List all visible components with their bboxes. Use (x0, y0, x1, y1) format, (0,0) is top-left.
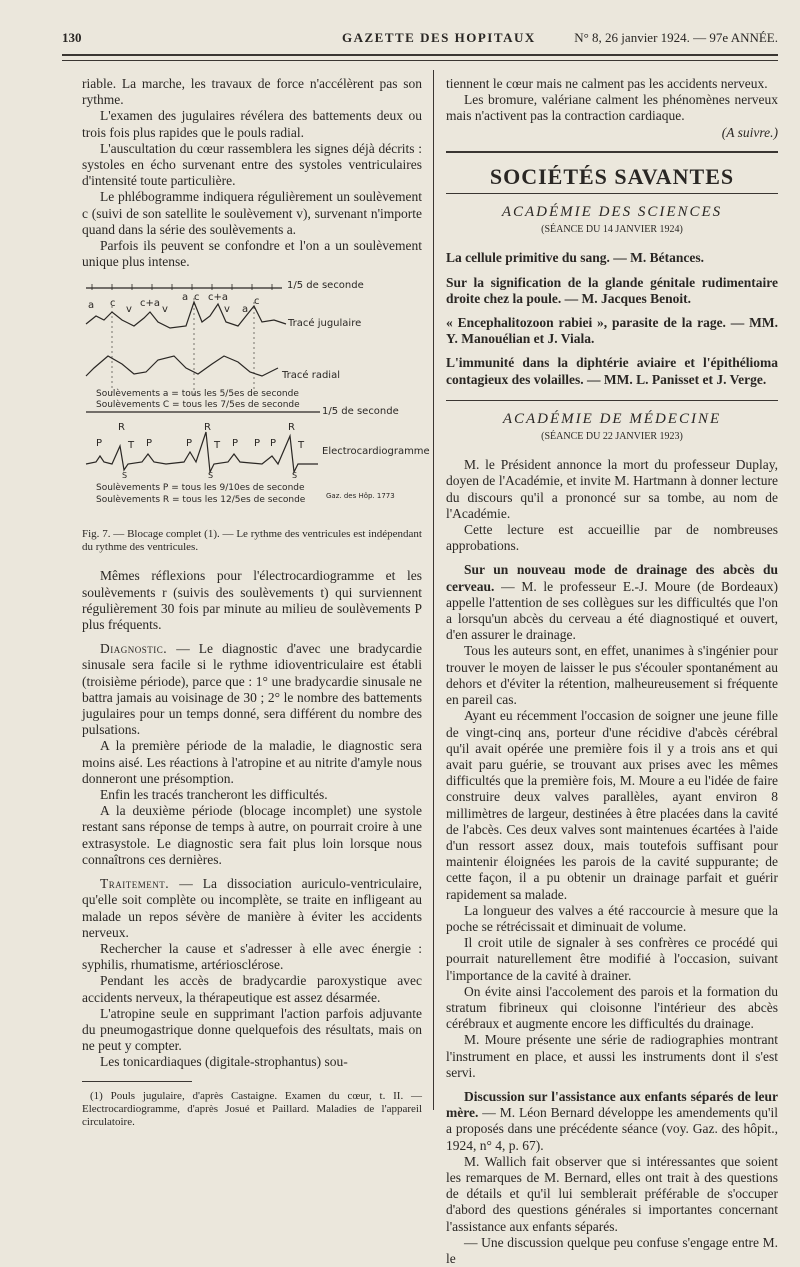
session-date: (SÉANCE DU 14 JANVIER 1924) (541, 224, 683, 236)
paragraph: M. Wallich fait observer que si intéressantes que soient les remarques de M. Bernard, elles ont trait à des questions de détails et qu'il lui semblerait préférable de s'occuper d'abord des questions générales si importantes concernant l'assistance aux enfants séparés. (446, 1153, 778, 1234)
paragraph: L'auscultation du cœur rassemblera les signes déjà décrits : systoles en écho survenant entre des systoles ventriculaires d'intensité toute particulière. (82, 140, 422, 189)
communication: La cellule primitive du sang. — M. Bétances. (446, 250, 704, 266)
paragraph: Enfin les tracés trancheront les difficultés. (100, 787, 328, 803)
ecg-letter: R (288, 422, 295, 434)
footnote-rule (82, 1081, 192, 1082)
scale-label-mid: 1/5 de seconde (322, 406, 399, 418)
paragraph: riable. La marche, les travaux de force n'accélèrent pas son rythme. (82, 76, 422, 108)
header-rule (62, 54, 778, 56)
paragraph: M. le Président annonce la mort du professeur Duplay, doyen de l'Académie, et invite M. Hartmann à donner lecture du discours qu'il a prononcé sur sa tombe, au nom de l'Académie. (446, 457, 778, 521)
paragraph: Discussion sur l'assistance aux enfants séparés de leur mère. — M. Léon Bernard développe les amendements qu'il a proposés dans une précédente séance (voy. Gaz. des hôpit., 1924, n° 4, p. 67). (446, 1088, 778, 1153)
paragraph: Traitement. — La dissociation auriculo-ventriculaire, qu'elle soit complète ou incomplète, se traite en infligeant au malade un repos sévère de manière à éviter les accidents nerveux. (82, 876, 422, 940)
wave-letter: v (224, 304, 230, 316)
ecg-s-letter: S (292, 471, 298, 481)
wave-letter: c+a (140, 298, 161, 310)
ecg-letter: P (146, 438, 153, 450)
ecg-letter: P (96, 438, 103, 450)
academy-title: ACADÉMIE DE MÉDECINE (502, 410, 722, 427)
paragraph: Ayant eu récemment l'occasion de soigner une jeune fille de vingt-cinq ans, porteur d'une récidive d'abcès cérébral qu'il avait opérée une première fois il y a trois ans et qui avait paru guérie, se trouvant aux prises avec les mêmes difficultés que la première fois, M. Moure a eu l'idée de faire construire deux valves parallèles, ayant environ 8 millimètres de largeur, destinées à être placées dans la cavité de l'abcès. Ces deux valves sont maintenues écartées à l'aide d'un ressort assez doux, mais toutefois suffisant pour maintenir éloignées les parois de la cavité suppurante; de cette façon, il a pu obtenir un drainage parfait et guérir rapidement sa malade. (446, 708, 778, 902)
wave-letter: v (162, 304, 168, 316)
ecg-letter: T (298, 440, 305, 452)
page-number: 130 (62, 30, 82, 45)
ecg-letter: T (214, 440, 221, 452)
wave-letter: a (88, 300, 95, 312)
ecg-letter: P (270, 438, 277, 450)
wave-letter: c+a (208, 292, 229, 304)
journal-title: GAZETTE DES HOPITAUX (342, 30, 536, 45)
trace-radial-label: Tracé radial (282, 370, 340, 382)
paragraph: Les tonicardiaques (digitale-strophantus) sou- (100, 1054, 348, 1070)
paragraph: L'examen des jugulaires révélera des battements deux ou trois fois plus rapides que le pouls radial. (82, 108, 422, 140)
paragraph: Les bromure, valériane calment les phénomènes nerveux mais n'activent pas la contraction cardiaque. (446, 92, 778, 124)
figure-credit: Gaz. des Hôp. 1773 (326, 492, 395, 501)
paragraph: Rechercher la cause et s'adresser à elle avec énergie : syphilis, rhumatisme, artériosclérose. (82, 940, 422, 973)
left-column (82, 76, 430, 1129)
ecg-s-letter: S (122, 471, 128, 481)
section-title: SOCIÉTÉS SAVANTES (489, 163, 735, 189)
subject-heading: Discussion sur l'assistance aux enfants séparés de leur mère. (446, 1088, 778, 1121)
ecg-letter: R (118, 422, 125, 434)
paragraph: A la deuxième période (blocage incomplet) une systole restant sans réponse de temps à autre, on pourrait croire à une extrasystole. Le diagnostic sera fait plus loin lorsque nous connaîtrons ces dernières. (82, 803, 422, 867)
session-date: (SÉANCE DU 22 JANVIER 1923) (541, 431, 683, 443)
paragraph: Parfois ils peuvent se confondre et l'on a un soulèvement unique plus intense. (82, 238, 422, 270)
trace-jugulaire-label: Tracé jugulaire (288, 318, 362, 330)
footnote: (1) Pouls jugulaire, d'après Castaigne. Examen du cœur, t. II. — Electrocardiogramme, d'après Josué et Paillard. Maladies de l'appareil circulatoire. (82, 1089, 422, 1128)
wave-letter: a (242, 304, 249, 316)
page-header (62, 30, 778, 52)
figure-7 (82, 276, 430, 524)
ecg-label: Electrocardiogramme (322, 446, 430, 458)
communication: Sur la signification de la glande génitale rudimentaire droite chez la poule. — M. Jacques Benoit. (446, 274, 778, 306)
section-rule (446, 193, 778, 194)
section-heading-traitement: Traitement. (100, 876, 170, 892)
paragraph: Le phlébogramme indiquera régulièrement un soulèvement c (suivi de son satellite le soulèvement v), survenant n'importe quand dans la série des soulèvements a. (82, 189, 422, 237)
to-be-continued: (A suivre.) (721, 124, 778, 140)
paragraph: La longueur des valves a été raccourcie à mesure que la poche se rétrécissait et diminuait de volume. (446, 902, 778, 934)
ecg-letter: P (254, 438, 261, 450)
paragraph: Mêmes réflexions pour l'électrocardiogramme et les soulèvements r (suivis des soulèvements t) qui surviennent régulièrement 30 fois par minute au milieu de soulèvements P plus fréquents. (82, 568, 422, 633)
figure-caption: Fig. 7. — Blocage complet (1). — Le rythme des ventricules est indépendant du rythme des ventricules. (82, 528, 422, 554)
section-rule (446, 400, 778, 401)
paragraph: M. Moure présente une série de radiographies montrant l'instrument en place, et aussi les instruments dont il s'est servi. (446, 1032, 778, 1080)
paragraph: Diagnostic. — Le diagnostic d'avec une bradycardie sinusale sera facile si le rythme idioventriculaire est établi (troisième période), parce que : 1° une bradycardie sinusale ne battra jamais au voisinage de 30 ; 2° le nombre des battements jugulaires pour un temps donné, sera différent du nombre des pulsations. (82, 641, 422, 738)
ecg-letter: R (204, 422, 211, 434)
paragraph: A la première période de la maladie, le diagnostic sera moins aisé. Les réactions à l'atropine et au nitrite d'amyle nous donneront une présomption. (82, 738, 422, 786)
right-column (446, 76, 778, 1267)
paragraph: — Une discussion quelque peu confuse s'engage entre M. le (446, 1234, 778, 1266)
ecg-letter: T (128, 440, 135, 452)
paragraph: Cette lecture est accueillie par de nombreuses approbations. (446, 522, 778, 554)
section-rule (446, 151, 778, 153)
ecg-s-letter: S (208, 471, 214, 481)
header-rule-thin (62, 60, 778, 61)
legend-r: Soulèvements R = tous les 12/5es de seconde (96, 495, 306, 506)
subject-heading: Sur un nouveau mode de drainage des abcès du cerveau. (446, 562, 778, 594)
paragraph: On évite ainsi l'accolement des parois et la formation du stratum fibrineux qui cloisonne l'intérieur des abcès cérébraux et augmente encore les difficultés du drainage. (446, 983, 778, 1032)
ecg-letter: P (232, 438, 239, 450)
academy-title: ACADÉMIE DES SCIENCES (501, 204, 723, 221)
ecg-letter: P (186, 438, 193, 450)
wave-letter: c (254, 296, 260, 308)
communication: « Encephalitozoon rabiei », parasite de la rage. — MM. Y. Manouélian et J. Viala. (446, 315, 778, 347)
paragraph: tiennent le cœur mais ne calment pas les accidents nerveux. (446, 76, 768, 91)
legend-p: Soulèvements P = tous les 9/10es de seconde (96, 483, 305, 494)
wave-letter: c (110, 298, 116, 310)
scale-label-top: 1/5 de seconde (287, 280, 364, 292)
section-heading-diagnostic: Diagnostic. (100, 641, 168, 657)
issue-info: N° 8, 26 janvier 1924. — 97e ANNÉE. (574, 30, 778, 45)
wave-letter: a (182, 292, 189, 304)
paragraph: Tous les auteurs sont, en effet, unanimes à s'ingénier pour trouver le moyen de laisser le pus s'écouler spontanément au dehors et d'éviter la rétention, malheureusement si fréquente en pareil cas. (446, 643, 778, 708)
paragraph: Sur un nouveau mode de drainage des abcès du cerveau. — M. le professeur E.-J. Moure (de Bordeaux) appelle l'attention de ses collègues sur les difficultés que l'on a lorsqu'un abcès du cerveau a été diagnostiqué et ouvert, d'en assurer le drainage. (446, 562, 778, 643)
column-divider (433, 70, 434, 1110)
paragraph: Pendant les accès de bradycardie paroxystique avec accidents nerveux, la thérapeutique est assez désarmée. (82, 973, 422, 1005)
wave-letter: c (194, 292, 200, 304)
wave-letter: v (126, 304, 132, 316)
legend-c: Soulèvements C = tous les 7/5es de seconde (96, 400, 300, 411)
paragraph: Il croit utile de signaler à ses confrères ce procédé qui pourrait naturellement être modifié à l'occasion, suivant l'importance de la cavité à drainer. (446, 935, 778, 983)
paragraph: L'atropine seule en supprimant l'action parfois adjuvante du pneumogastrique donne quelquefois des résultats, mais on ne peut y compter. (82, 1005, 422, 1054)
legend-a: Soulèvements a = tous les 5/5es de seconde (96, 389, 299, 400)
communication: L'immunité dans la diphtérie aviaire et l'épithélioma contagieux des volailles. — MM. L. Panisset et J. Verge. (446, 355, 778, 387)
